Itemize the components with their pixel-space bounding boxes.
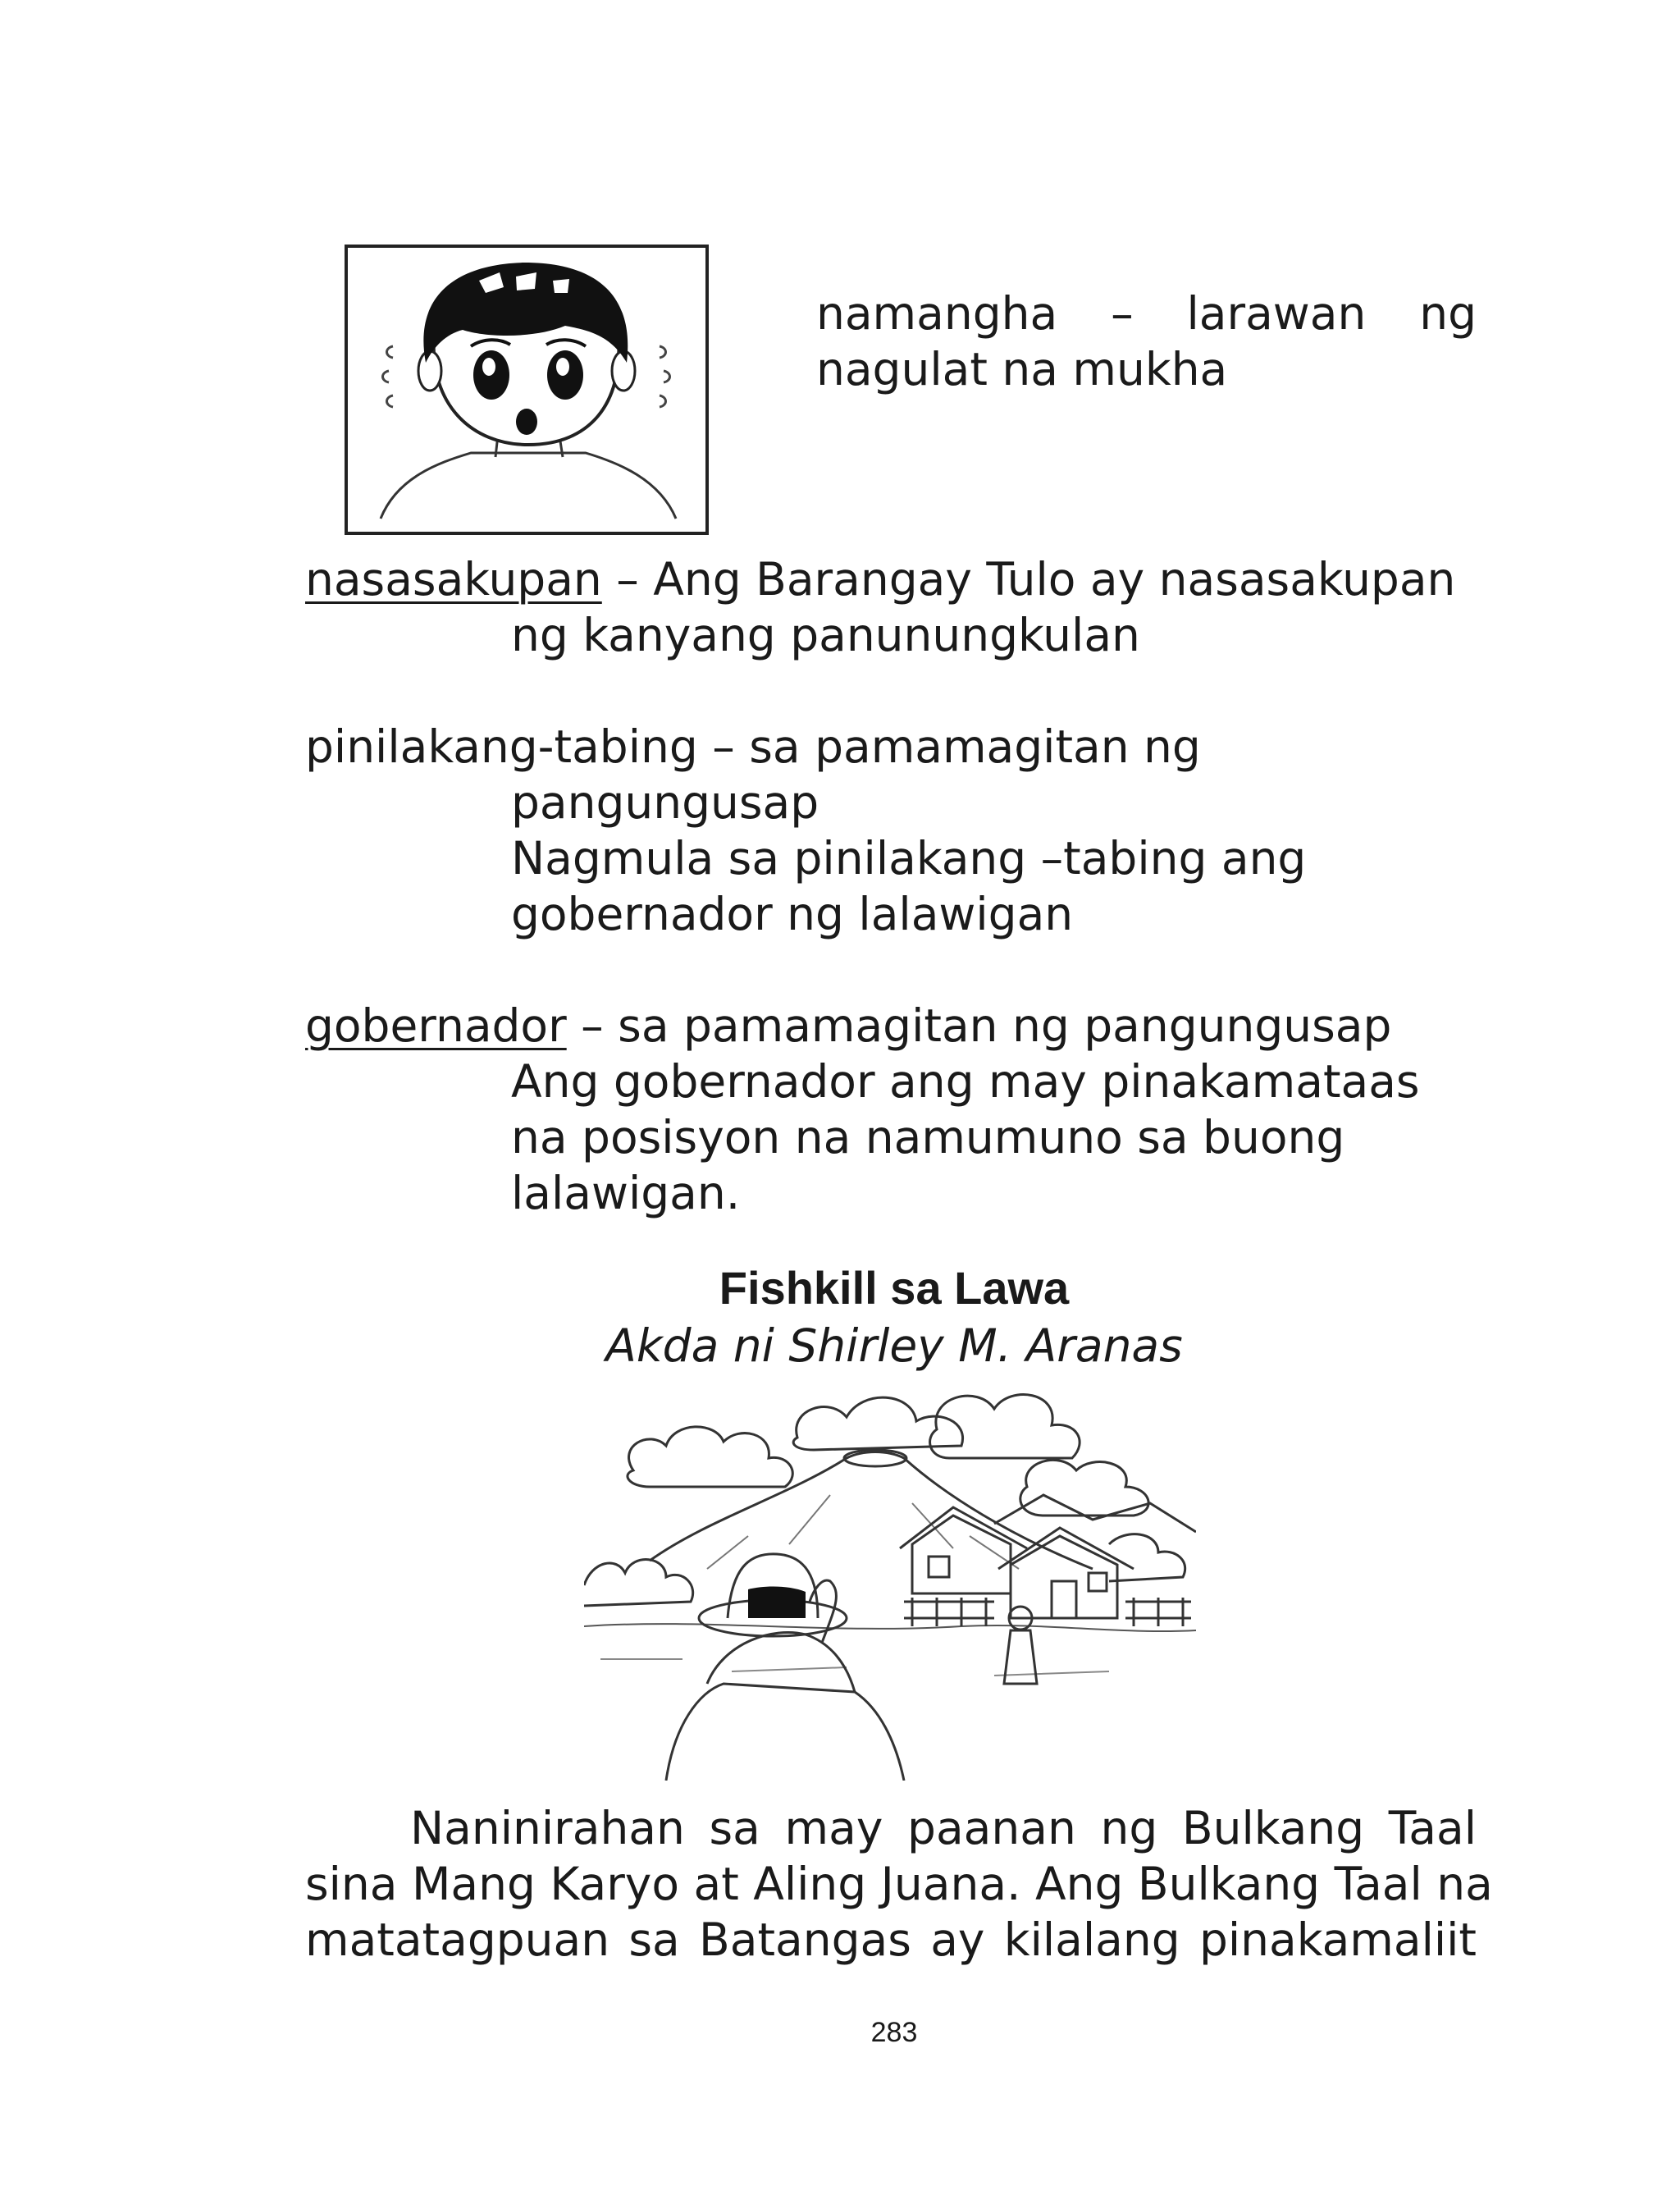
story-author: Akda ni Shirley M. Aranas [605, 1319, 1183, 1372]
story-paragraph-line3: matatagpuan sa Batangas ay kilalang pinakamaliit [305, 1913, 1477, 1966]
entry-gobernador-line3: na posisyon na namumuno sa buong [511, 1111, 1345, 1164]
entry-nasasakupan-line2: ng kanyang panunungkulan [511, 609, 1140, 661]
story-paragraph-line1 [410, 1800, 1477, 1856]
word-larawan: larawan [1186, 287, 1367, 340]
page-number: 283 [870, 2017, 918, 2048]
entry-pinilakang-tabing-line3: Nagmula sa pinilakang –tabing ang [511, 832, 1307, 885]
surprised-boy-drawing [348, 248, 705, 532]
volcano-village-illustration [584, 1380, 1196, 1781]
entry-pinilakang-tabing-line2: pangungusap [511, 776, 819, 829]
entry-nasasakupan-line1 [305, 551, 1455, 607]
term-nasasakupan: nasasakupan [305, 553, 602, 606]
story-title: Fishkill sa Lawa [719, 1262, 1070, 1314]
term-pinilakang-tabing: pinilakang-tabing [305, 720, 698, 773]
entry-gobernador-line1 [305, 998, 1391, 1054]
surprised-face-illustration [345, 245, 709, 535]
entry-pinilakang-tabing-line4: gobernador ng lalawigan [511, 888, 1074, 940]
entry-pinilakang-tabing-line1 [305, 719, 1201, 775]
dash: – [1111, 287, 1134, 340]
namangha-definition-line1 [816, 286, 1477, 341]
entry-nasasakupan-definition: – Ang Barangay Tulo ay nasasakupan [601, 553, 1456, 606]
entry-gobernador-line2: Ang gobernador ang may pinakamataas [511, 1055, 1420, 1108]
entry-gobernador-definition: – sa pamamagitan ng pangungusap [566, 999, 1392, 1052]
entry-pinilakang-tabing-definition: – sa pamamagitan ng [697, 720, 1201, 773]
word-ng: ng [1419, 287, 1477, 340]
term-gobernador: gobernador [305, 999, 567, 1052]
story-line1-text: Naninirahan sa may paanan ng Bulkang Taal [410, 1802, 1477, 1854]
entry-gobernador-line4: lalawigan. [511, 1167, 741, 1219]
story-paragraph-line2: sina Mang Karyo at Aling Juana. Ang Bulkang Taal na [305, 1858, 1493, 1910]
term-namangha: namangha [816, 287, 1058, 340]
volcano-scene-drawing [584, 1380, 1196, 1781]
namangha-definition-line2: nagulat na mukha [816, 343, 1228, 395]
